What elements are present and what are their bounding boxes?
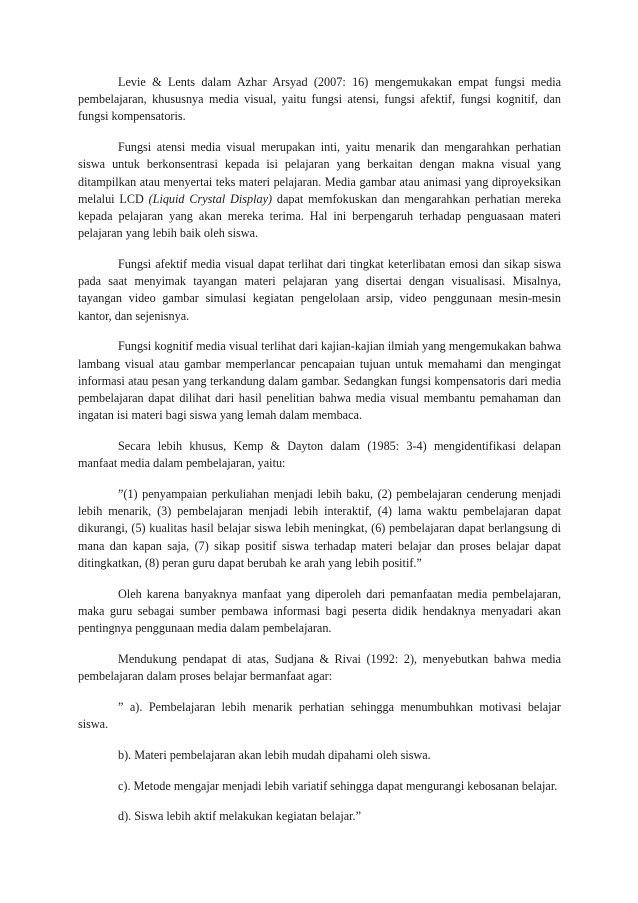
paragraph-fungsi-kognitif: Fungsi kognitif media visual terlihat dari kajian-kajian ilmiah yang mengemukakan bahwa lambang visual atau gambar memperlancar pencapaian tujuan untuk memahami dan mengingat informasi atau pesan yang terkandung dalam gambar. Sedangkan fungsi kompensatoris dari media pembelajaran dapat dilihat dari hasil penelitian bahwa media visual membantu pemahaman dan ingatan isi materi bagi siswa yang lemah dalam membaca. [78,339,561,423]
paragraph-manfaat: Oleh karena banyaknya manfaat yang diperoleh dari pemanfaatan media pembelajaran, maka guru sebagai sumber pembawa informasi bagi peserta didik hendaknya menyadari akan pentingnya penggunaan media dalam pembelajaran. [78,586,561,636]
list-item-d: d). Siswa lebih aktif melakukan kegiatan belajar.” [118,809,361,824]
paragraph-fungsi-atensi-text-1: Fungsi atensi media visual merupakan inti, yaitu menarik dan mengarahkan perhatian siswa untuk berkonsentrasi kepada isi pelajaran yang berkaitan dengan makna visual yang ditampilkan atau menyertai teks materi pelajaran. Media gambar atau animasi yang diproyeksikan melalui LCD [78,140,561,206]
paragraph-sudjana-rivai: Mendukung pendapat di atas, Sudjana & Rivai (1992: 2), menyebutkan bahwa media pembelajaran dalam proses belajar bermanfaat agar: [78,651,561,684]
list-item-c: c). Metode mengajar menjadi lebih variatif sehingga dapat mengurangi kebosanan belajar. [118,778,558,793]
paragraph-fungsi-afektif: Fungsi afektif media visual dapat terlihat dari tingkat keterlibatan emosi dan sikap siswa pada saat menyimak tayangan materi pelajaran yang disertai dengan visualisasi. Misalnya, tayangan video gambar simulasi kegiatan pengelolaan arsip, video penggunaan mesin-mesin kantor, dan sejenisnya. [78,257,561,323]
lcd-term-italic: (Liquid Crystal Display) [148,191,273,206]
paragraph-fungsi-atensi-text-2: dapat memfokuskan dan mengarahkan perhatian mereka kepada pelajaran yang akan mereka terima. Hal ini berpengaruh terhadap penguasaan materi pelajaran yang lebih baik oleh siswa. [78,191,561,241]
paragraph-fungsi-atensi [78,139,561,242]
list-item-b: b). Materi pembelajaran akan lebih mudah dipahami oleh siswa. [118,747,431,762]
list-item-a: ” a). Pembelajaran lebih menarik perhatian sehingga menumbuhkan motivasi belajar siswa. [78,699,561,732]
paragraph-fungsi-media: Levie & Lents dalam Azhar Arsyad (2007: 16) mengemukakan empat fungsi media pembelajaran, khususnya media visual, yaitu fungsi atensi, fungsi afektif, fungsi kognitif, dan fungsi kompensatoris. [78,75,561,124]
paragraph-kemp-dayton: Secara lebih khusus, Kemp & Dayton dalam (1985: 3-4) mengidentifikasi delapan manfaat media dalam pembelajaran, yaitu: [78,439,561,471]
document-page [78,74,561,839]
paragraph-kemp-dayton-quote: ”(1) penyampaian perkuliahan menjadi lebih baku, (2) pembelajaran cenderung menjadi lebih menarik, (3) pembelajaran menjadi lebih interaktif, (4) lama waktu pembelajaran dapat dikurangi, (5) kualitas hasil belajar siswa lebih meningkat, (6) pembelajaran dapat berlangsung di mana dan kapan saja, (7) sikap positif siswa terhadap materi belajar dan proses belajar dapat ditingkatkan, (8) peran guru dapat berubah ke arah yang lebih positif.” [78,487,561,570]
